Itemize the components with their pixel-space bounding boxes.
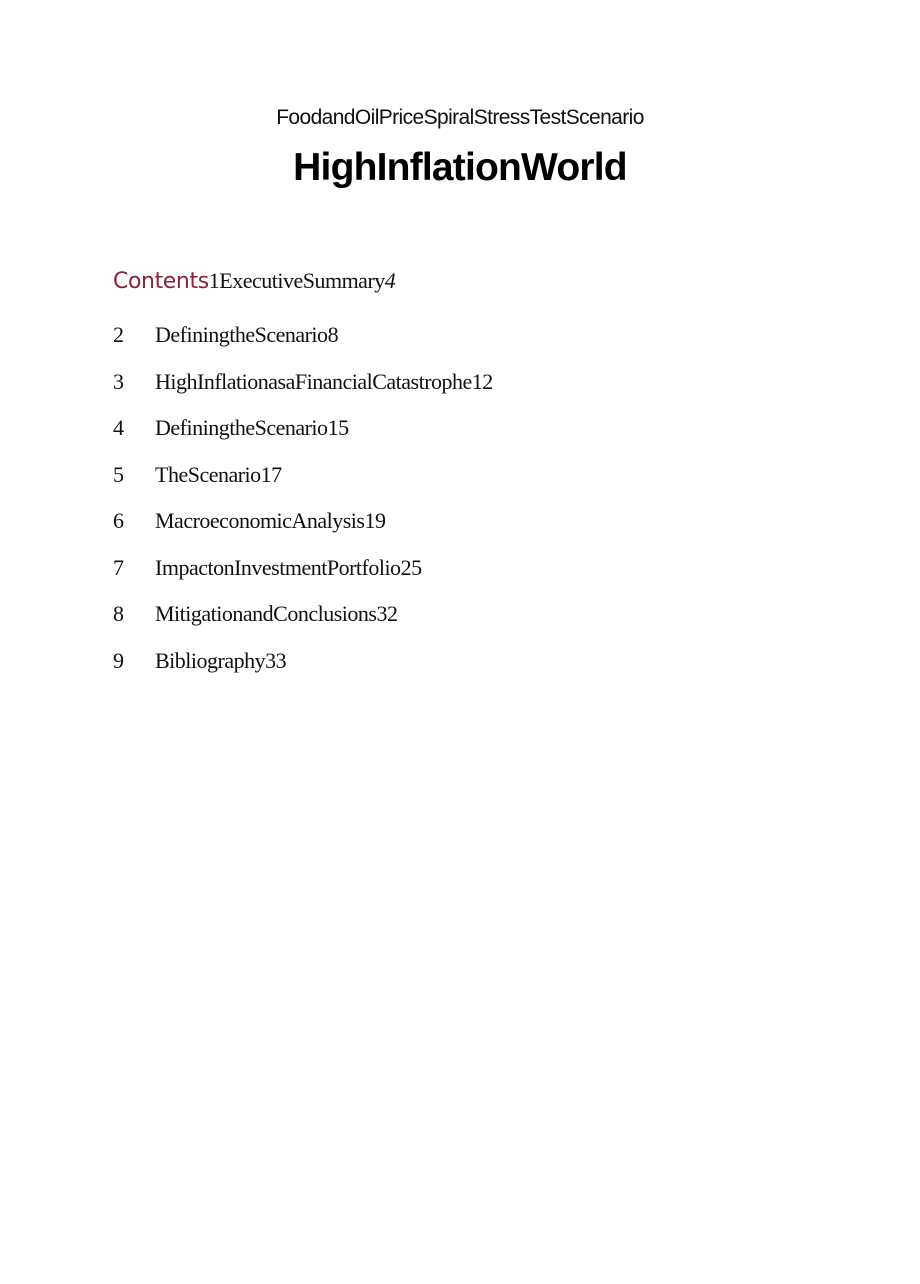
toc-entry-label: [155, 322, 338, 348]
toc-entry-number: 6: [113, 508, 124, 533]
contents-first-line: [113, 268, 395, 294]
toc-entry[interactable]: [113, 508, 493, 555]
toc-entry-title: Bibliography: [155, 647, 266, 673]
toc-entry[interactable]: [113, 555, 493, 602]
toc-entry-page: 33: [265, 647, 287, 673]
toc-entry-title: MacroeconomicAnalysis: [155, 508, 365, 533]
toc-entry-number: 9: [113, 647, 124, 673]
toc-entry-number: 8: [113, 601, 124, 626]
toc-entry-label: [155, 601, 397, 627]
toc-entry[interactable]: [113, 415, 493, 462]
toc-entry[interactable]: [113, 369, 493, 416]
toc-entry-page: 19: [364, 508, 386, 533]
document-subtitle: FoodandOilPriceSpiralStressTestScenario: [276, 106, 644, 129]
toc-entry-title: DefiningtheScenario: [155, 415, 328, 440]
toc-entry-title: DefiningtheScenario: [155, 322, 328, 347]
toc-entry-number: 1: [208, 268, 220, 293]
toc-entry-label: [155, 508, 385, 534]
document-title: HighInflationWorld: [293, 146, 627, 189]
table-of-contents: [113, 322, 493, 694]
toc-entry-number: 5: [113, 461, 124, 487]
toc-entry[interactable]: [113, 462, 493, 509]
toc-entry-page: 32: [376, 601, 398, 626]
toc-entry-number: 3: [113, 368, 124, 394]
contents-heading: Contents: [113, 269, 209, 294]
toc-entry-page: 15: [327, 415, 349, 440]
toc-entry-page: 8: [327, 322, 339, 347]
toc-entry-label: [155, 648, 286, 674]
toc-entry-title: ImpactonInvestmentPortfolio: [155, 554, 401, 580]
toc-entry-page: 4: [384, 268, 396, 293]
toc-entry[interactable]: [113, 601, 493, 648]
toc-entry-label: [155, 555, 422, 581]
toc-entry[interactable]: [113, 648, 493, 695]
toc-entry-title: MitigationandConclusions: [155, 601, 377, 626]
toc-entry-title: HighInflationasaFinancialCatastrophe: [155, 368, 472, 394]
toc-entry-title[interactable]: ExecutiveSummary: [219, 268, 385, 293]
toc-entry-number: 4: [113, 415, 124, 440]
toc-entry-page: 25: [400, 554, 422, 580]
toc-entry-page: 17: [260, 461, 282, 487]
toc-entry-label: [155, 462, 282, 488]
toc-entry-page: 12: [471, 368, 493, 394]
toc-entry-label: [155, 415, 349, 441]
toc-entry-title: TheScenario: [155, 461, 261, 487]
toc-entry-number: 2: [113, 322, 124, 347]
toc-entry-label: [155, 369, 493, 395]
toc-entry-number: 7: [113, 554, 124, 580]
toc-entry[interactable]: [113, 322, 493, 369]
